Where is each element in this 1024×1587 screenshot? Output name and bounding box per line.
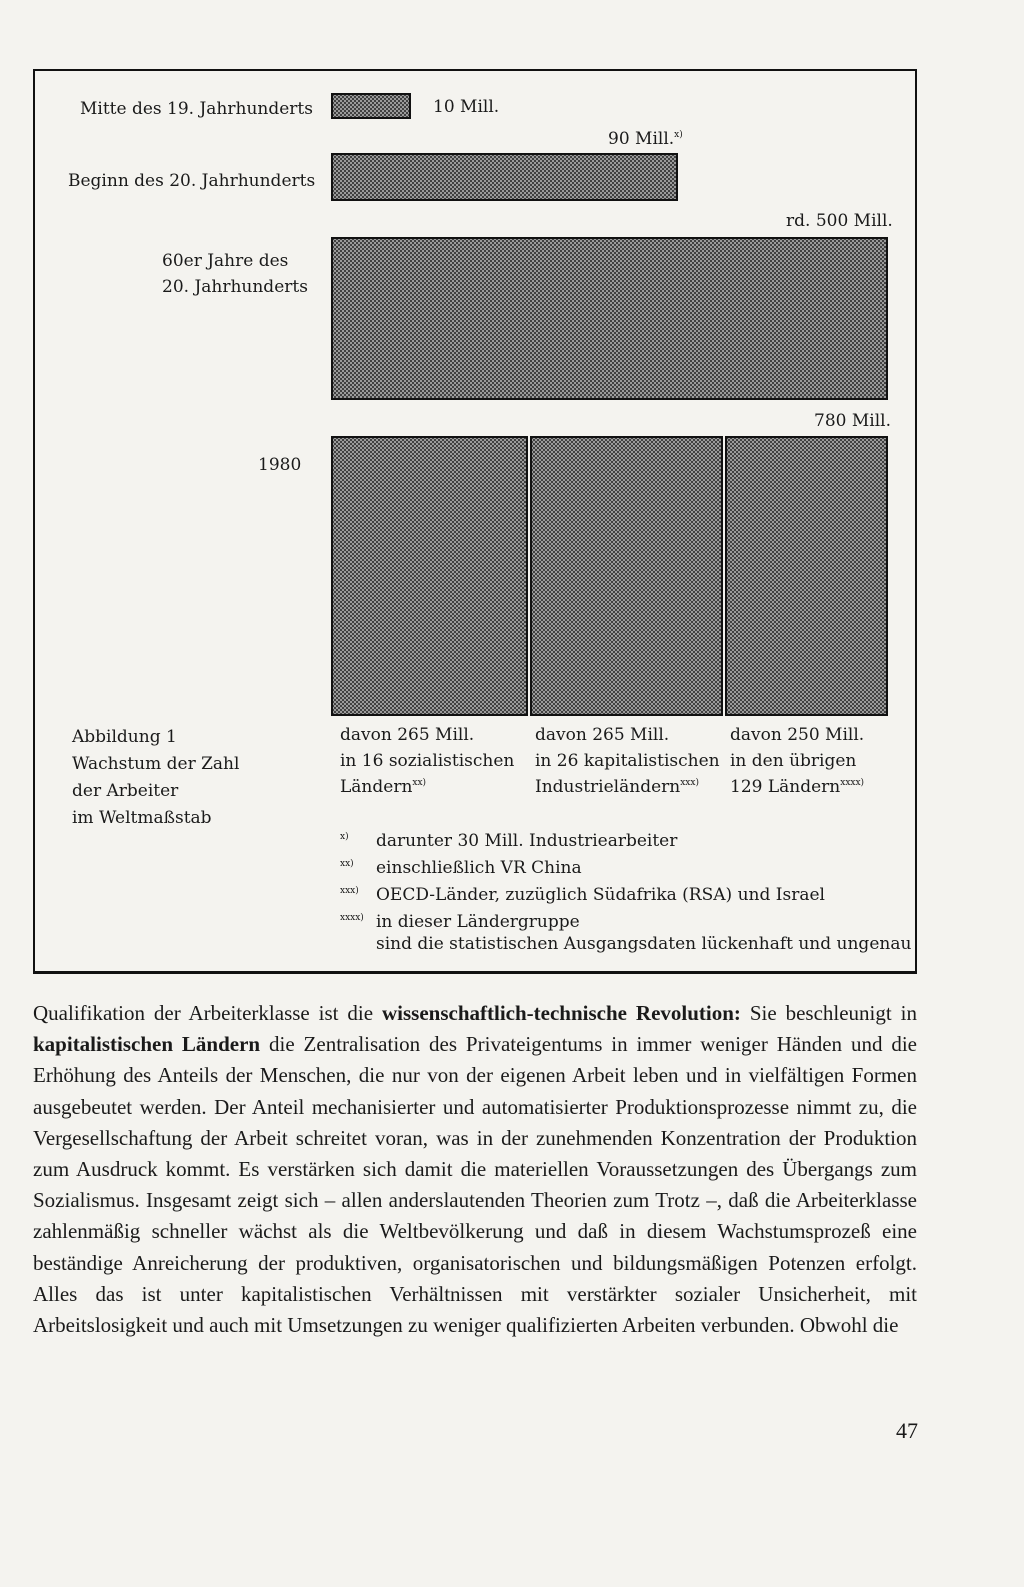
body-text-1: Qualifikation der Arbeiterklasse ist die <box>33 1001 382 1025</box>
value-label-10: 10 Mill. <box>433 97 500 117</box>
bar-60s <box>331 237 888 400</box>
footnote-3-text: OECD-Länder, zuzüglich Südafrika (RSA) und Israel <box>376 885 825 905</box>
body-text-2: Sie beschleunigt in <box>740 1001 917 1025</box>
subgroup-other <box>730 722 864 800</box>
subgroup-other-line3: 129 Ländern <box>730 777 841 797</box>
caption-line-3: der Arbeiter <box>72 781 179 801</box>
footnote-2-mark: xx) <box>340 859 354 869</box>
subgroup-capitalist-line1: davon 265 Mill. <box>535 725 670 745</box>
bar-1980-capitalist <box>530 436 723 716</box>
value-label-90-footnote: x) <box>674 130 683 140</box>
footnote-1-text: darunter 30 Mill. Industriearbeiter <box>376 831 678 851</box>
subgroup-socialist-mark: xx) <box>412 778 427 788</box>
footnote-1 <box>340 824 677 854</box>
value-label-90 <box>608 126 683 152</box>
figure-caption <box>72 724 239 832</box>
caption-line-4: im Weltmaßstab <box>72 808 212 828</box>
bar-19th-century <box>331 93 411 119</box>
row-label-1980: 1980 <box>258 455 302 475</box>
footnote-1-mark: x) <box>340 832 349 842</box>
subgroup-socialist-line1: davon 265 Mill. <box>340 725 475 745</box>
bar-early-20th-century <box>331 153 678 201</box>
body-paragraph <box>33 998 917 1341</box>
body-text-3: die Zentralisation des Privateigentums in immer weniger Händen und die Erhöhung des Anteils der Menschen, die nur von der eigenen Arbeit leben und in vielfältigen Formen ausgebeutet werden. Der Anteil mechanisierter und automatisierter Produktionsprozesse nimmt zu, die Vergesellschaftung der Arbeit schreitet voran, was in der zunehmenden Konzentration der Produktion zum Ausdruck kommt. Es verstärken sich damit die materiellen Voraussetzungen des Übergangs zum Sozialismus. Insgesamt zeigt sich – allen anderslautenden Theorien zum Trotz –, daß die Arbeiterklasse zahlenmäßig schneller wächst als die Weltbevölkerung und daß in diesem Wachstumsprozeß eine beständige Anreicherung der produktiven, organisatorischen und bildungsmäßigen Potenzen erfolgt. Alles das ist unter kapitalistischen Verhältnissen mit verstärkter sozialer Unsicherheit, mit Arbeitslosigkeit und auch mit Umsetzungen zu weniger qualifizierten Arbeiten verbunden. Obwohl die <box>33 1032 917 1338</box>
footnote-3 <box>340 878 825 908</box>
footnote-3-mark: xxx) <box>340 886 359 896</box>
subgroup-other-line2: in den übrigen <box>730 751 857 771</box>
footnote-4-mark: xxxx) <box>340 913 364 923</box>
caption-line-1: Abbildung 1 <box>72 727 177 747</box>
subgroup-capitalist-line3-wrap <box>535 774 720 800</box>
bar-1980-socialist <box>331 436 528 716</box>
footnote-4-text: in dieser Ländergruppe <box>376 912 580 932</box>
subgroup-capitalist-mark: xxx) <box>680 778 699 788</box>
footnote-5 <box>340 931 911 957</box>
subgroup-socialist-line2: in 16 sozialistischen <box>340 751 515 771</box>
subgroup-capitalist <box>535 722 720 800</box>
subgroup-other-line3-wrap <box>730 774 864 800</box>
caption-line-2: Wachstum der Zahl <box>72 754 240 774</box>
value-label-500: rd. 500 Mill. <box>786 211 893 231</box>
subgroup-other-line1: davon 250 Mill. <box>730 725 865 745</box>
subgroup-capitalist-line2: in 26 kapitalistischen <box>535 751 720 771</box>
subgroup-socialist <box>340 722 514 800</box>
footnote-5-text: sind die statistischen Ausgangsdaten lückenhaft und ungenau <box>376 934 912 954</box>
subgroup-other-mark: xxxx) <box>840 778 865 788</box>
row-label-60s-line2: 20. Jahrhunderts <box>162 277 308 297</box>
footnote-2 <box>340 851 582 881</box>
row-label-early-20th-century: Beginn des 20. Jahrhunderts <box>68 171 316 191</box>
subgroup-capitalist-line3: Industrieländern <box>535 777 681 797</box>
row-label-19th-century: Mitte des 19. Jahrhunderts <box>80 99 313 119</box>
footnote-2-text: einschließlich VR China <box>376 858 582 878</box>
page-number: 47 <box>896 1418 918 1443</box>
subgroup-socialist-line3-wrap <box>340 774 514 800</box>
row-label-60s-line1: 60er Jahre des <box>162 251 289 271</box>
value-label-90-text: 90 Mill. <box>608 129 675 149</box>
subgroup-socialist-line3: Ländern <box>340 777 413 797</box>
value-label-780: 780 Mill. <box>814 411 891 431</box>
bar-1980-other <box>725 436 888 716</box>
body-bold-2: kapitalistischen Ländern <box>33 1032 261 1057</box>
body-bold-1: wissenschaftlich-technische Revolution: <box>382 1001 741 1025</box>
